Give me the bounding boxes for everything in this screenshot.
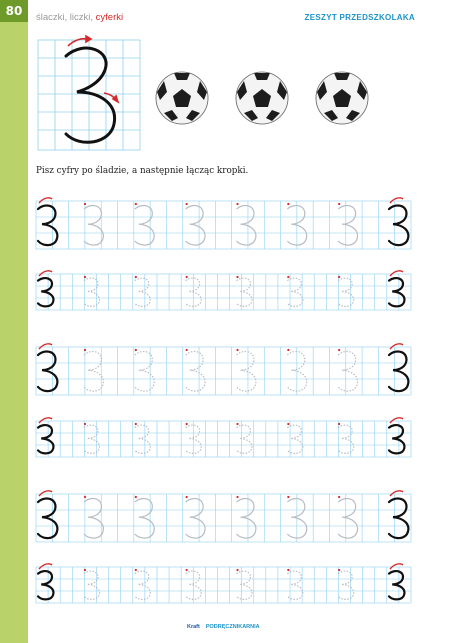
digit-three-solid: [38, 351, 57, 391]
digit-three-solid: [389, 498, 408, 538]
start-dot: [338, 423, 340, 425]
practice-row: [36, 491, 411, 542]
footer-logo: [187, 624, 260, 630]
stroke-guide-arrow: [390, 491, 403, 496]
start-dot: [84, 349, 86, 351]
start-dot: [338, 569, 340, 571]
stroke-guide-arrow: [390, 344, 403, 349]
start-dot: [338, 496, 340, 498]
stroke-guide-arrow: [39, 418, 52, 423]
section-title-accent: cyferki: [95, 12, 124, 23]
start-dot: [186, 349, 188, 351]
start-dot: [338, 276, 340, 278]
start-dot: [84, 496, 86, 498]
footer-publisher: PODRĘCZNIKARNIA: [205, 624, 260, 630]
practice-row: [36, 418, 411, 457]
start-dot: [338, 203, 340, 205]
digit-three-trace: [287, 425, 303, 453]
stroke-guide-arrow: [39, 564, 52, 569]
digit-three-trace: [237, 278, 253, 306]
start-dot: [236, 569, 238, 571]
start-dot: [236, 496, 238, 498]
stroke-guide-arrow: [39, 491, 52, 496]
digit-three-trace: [186, 498, 205, 538]
digit-three-trace: [237, 351, 256, 391]
start-dot: [186, 203, 188, 205]
practice-row: [36, 198, 411, 249]
digit-three-trace: [135, 351, 154, 391]
stroke-guide-arrow: [390, 418, 403, 423]
start-dot: [287, 569, 289, 571]
start-dot: [287, 349, 289, 351]
digit-three-trace: [237, 571, 253, 599]
start-dot: [135, 496, 137, 498]
start-dot: [84, 569, 86, 571]
digit-three-trace: [338, 571, 354, 599]
digit-three-solid: [389, 278, 405, 306]
stroke-guide-arrow: [39, 198, 52, 203]
digit-three-solid: [38, 278, 54, 306]
start-dot: [186, 496, 188, 498]
start-dot: [84, 276, 86, 278]
stroke-guide-arrow: [39, 271, 52, 276]
digit-three-trace: [84, 278, 100, 306]
digit-three-solid: [38, 425, 54, 453]
start-dot: [84, 423, 86, 425]
start-dot: [135, 349, 137, 351]
digit-three-trace: [287, 571, 303, 599]
digit-three-solid: [389, 571, 405, 599]
digit-three-trace: [135, 498, 154, 538]
digit-three-trace: [338, 205, 357, 245]
start-dot: [186, 569, 188, 571]
start-dot: [135, 423, 137, 425]
digit-three-solid: [389, 205, 408, 245]
digit-three-trace: [84, 351, 103, 391]
start-dot: [186, 276, 188, 278]
digit-three-trace: [84, 498, 103, 538]
start-dot: [84, 203, 86, 205]
workbook-title: ZESZYT PRZEDSZKOLAKA: [304, 13, 415, 22]
stroke-guide-arrow: [390, 564, 403, 569]
digit-three-trace: [338, 498, 357, 538]
digit-three-trace: [237, 498, 256, 538]
practice-row: [36, 344, 411, 395]
digit-three-trace: [135, 571, 151, 599]
start-dot: [338, 349, 340, 351]
digit-three-trace: [237, 425, 253, 453]
digit-three-trace: [135, 425, 151, 453]
section-title-plain: ślaczki, liczki,: [36, 12, 96, 23]
footer-brand: Kraft: [187, 624, 200, 630]
start-dot: [135, 276, 137, 278]
digit-three-trace: [84, 571, 100, 599]
start-dot: [135, 569, 137, 571]
start-dot: [236, 276, 238, 278]
start-dot: [236, 203, 238, 205]
start-dot: [236, 349, 238, 351]
digit-three-trace: [287, 278, 303, 306]
start-dot: [287, 203, 289, 205]
digit-three-solid: [38, 498, 57, 538]
digit-three-solid: [38, 571, 54, 599]
start-dot: [135, 203, 137, 205]
digit-three-trace: [186, 351, 205, 391]
digit-three-trace: [135, 205, 154, 245]
start-dot: [287, 423, 289, 425]
digit-three-trace: [84, 205, 103, 245]
start-dot: [287, 496, 289, 498]
start-dot: [186, 423, 188, 425]
stroke-guide-arrow: [39, 344, 52, 349]
stroke-guide-arrow: [390, 271, 403, 276]
stroke-guide-arrow: [390, 198, 403, 203]
digit-three-trace: [186, 205, 205, 245]
digit-three-trace: [135, 278, 151, 306]
digit-three-solid: [389, 351, 408, 391]
practice-row: [36, 564, 411, 603]
page-number: 80: [0, 0, 28, 22]
digit-three-trace: [84, 425, 100, 453]
digit-three-trace: [338, 351, 357, 391]
instruction-text: Pisz cyfry po śladzie, a następnie łącząc kropki.: [36, 166, 249, 176]
digit-three-trace: [237, 205, 256, 245]
digit-three-trace: [338, 425, 354, 453]
start-dot: [236, 423, 238, 425]
practice-row: [36, 271, 411, 310]
digit-three-solid: [389, 425, 405, 453]
digit-three-trace: [338, 278, 354, 306]
start-dot: [287, 276, 289, 278]
digit-three-solid: [38, 205, 57, 245]
